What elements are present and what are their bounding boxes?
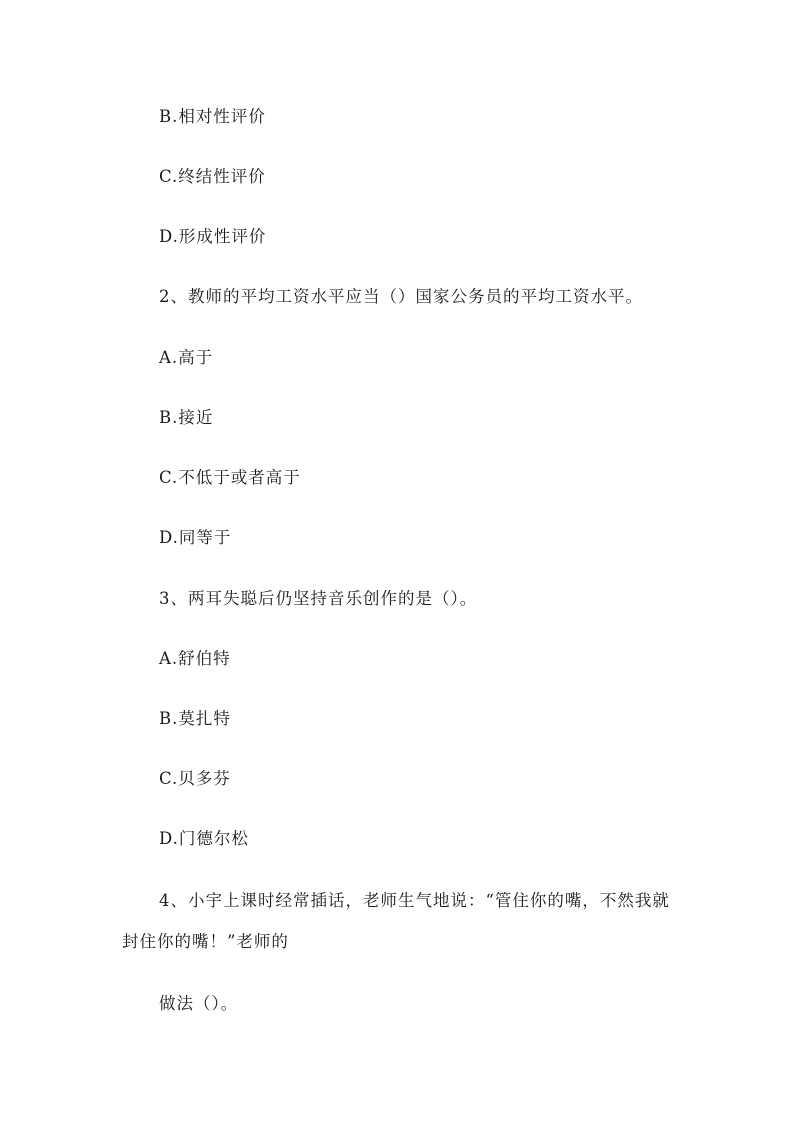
q3-option-a: A.舒伯特	[159, 649, 231, 668]
q4-stem: 4、小宇上课时经常插话，老师生气地说：“管住你的嘴，不然我就封住你的嘴！”老师的	[122, 891, 670, 951]
q3-option-d: D.门德尔松	[159, 829, 249, 848]
q3-stem: 3、两耳失聪后仍坚持音乐创作的是（）。	[159, 589, 478, 608]
q2-stem: 2、教师的平均工资水平应当（）国家公务员的平均工资水平。	[159, 287, 643, 306]
q2-option-a: A.高于	[159, 348, 214, 367]
q2-option-d: D.同等于	[159, 528, 232, 547]
q2-option-c: C.不低于或者高于	[159, 468, 301, 487]
q1-option-d: D.形成性评价	[159, 227, 267, 246]
q3-option-b: B.莫扎特	[159, 709, 231, 728]
q1-option-c: C.终结性评价	[159, 167, 266, 186]
q1-option-b: B.相对性评价	[159, 107, 266, 126]
q2-option-b: B.接近	[159, 408, 214, 427]
q3-option-c: C.贝多芬	[159, 769, 231, 788]
q4-stem-continuation: 做法（）。	[159, 994, 239, 1013]
